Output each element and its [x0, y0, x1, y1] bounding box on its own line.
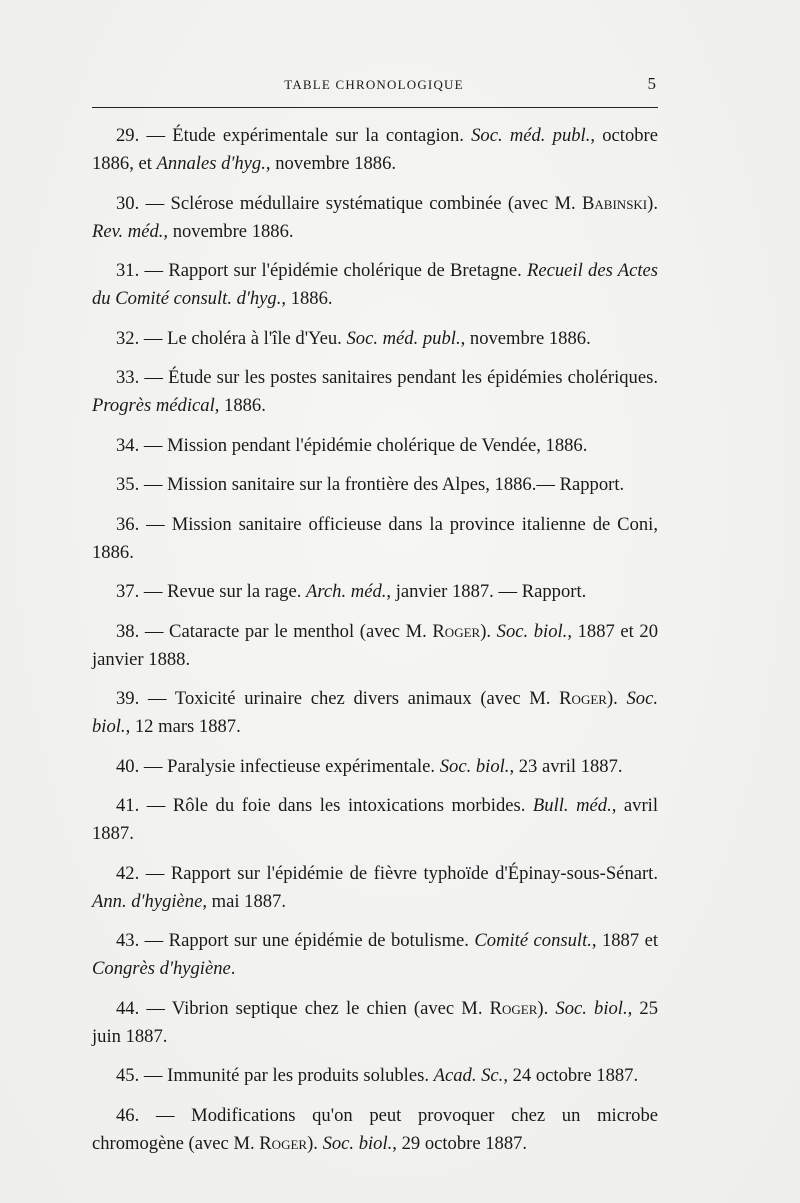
entry-42: 42. — Rapport sur l'épidémie de fièvre typhoïde d'Épinay-sous-Sénart. Ann. d'hygiène, mai 1887. [92, 862, 658, 912]
header-rule [92, 107, 658, 108]
entry-36: 36. — Mission sanitaire officieuse dans la province italienne de Coni, 1886. [92, 513, 658, 563]
page-header [92, 74, 656, 96]
entry-39: 39. — Toxicité urinaire chez divers animaux (avec M. Roger). Soc. biol., 12 mars 1887. [92, 688, 658, 737]
entry-46: 46. — Modifications qu'on peut provoquer chez un microbe chromogène (avec M. Roger). Soc. biol., 29 octobre 1887. [92, 1104, 658, 1154]
entry-34: 34. — Mission pendant l'épidémie cholérique de Vendée, 1886. [116, 434, 588, 456]
entry-37: 37. — Revue sur la rage. Arch. méd., janvier 1887. — Rapport. [116, 581, 587, 602]
entry-40: 40. — Paralysie infectieuse expérimentale. Soc. biol., 23 avril 1887. [116, 755, 623, 777]
chronological-list [92, 122, 658, 1169]
entry-29: 29. — Étude expérimentale sur la contagion. Soc. méd. publ., octobre 1886, et Annales d'hyg., novembre 1886. [92, 125, 659, 174]
entry-38: 38. — Cataracte par le menthol (avec M. Roger). Soc. biol., 1887 et 20 janvier 1888. [92, 620, 659, 670]
entry-43: 43. — Rapport sur une épidémie de botulisme. Comité consult., 1887 et Congrès d'hygiène. [92, 930, 658, 979]
entry-41: 41. — Rôle du foie dans les intoxications morbides. Bull. méd., avril 1887. [92, 795, 658, 844]
entry-31: 31. — Rapport sur l'épidémie cholérique de Bretagne. Recueil des Actes du Comité consult. d'hyg., 1886. [92, 260, 659, 309]
entry-30: 30. — Sclérose médullaire systématique combinée (avec M. Babinski). Rev. méd., novembre 1886. [92, 192, 658, 242]
entry-44: 44. — Vibrion septique chez le chien (avec M. Roger). Soc. biol., 25 juin 1887. [92, 997, 659, 1047]
entry-35: 35. — Mission sanitaire sur la frontière des Alpes, 1886.— Rapport. [116, 474, 625, 495]
entry-45: 45. — Immunité par les produits solubles. Acad. Sc., 24 octobre 1887. [116, 1065, 639, 1086]
entry-32: 32. — Le choléra à l'île d'Yeu. Soc. méd. publ., novembre 1886. [116, 327, 591, 349]
entry-33: 33. — Étude sur les postes sanitaires pendant les épidémies cholériques. Progrès médical, 1886. [92, 367, 658, 416]
running-title: TABLE CHRONOLOGIQUE [284, 77, 464, 92]
page-number: 5 [647, 74, 656, 93]
